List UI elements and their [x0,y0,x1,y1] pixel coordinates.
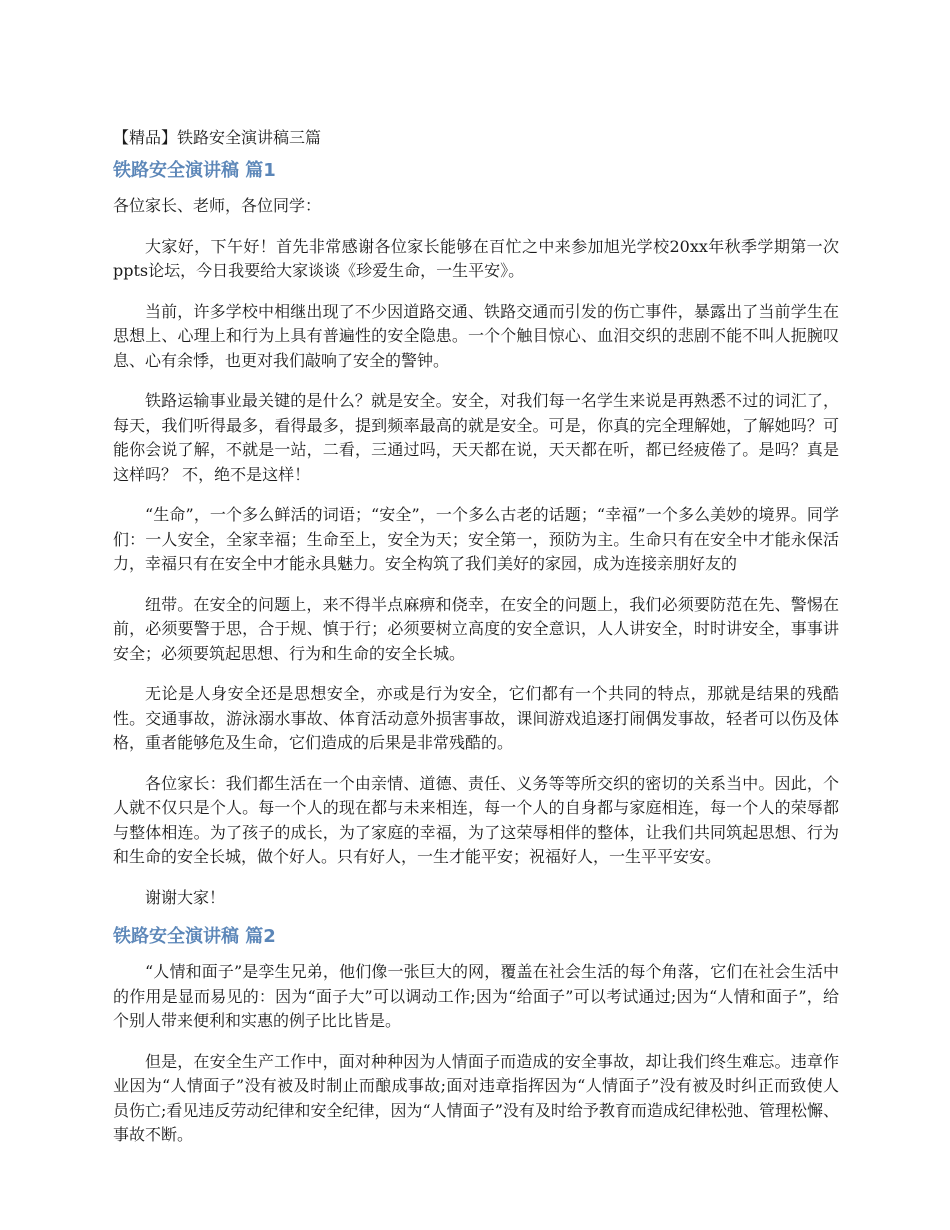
section-1 [113,158,839,910]
document-page [113,118,839,1164]
paragraph: 铁路运输事业最关键的是什么？就是安全。安全，对我们每一名学生来说是再熟悉不过的词汇了，每天，我们听得最多，看得最多，提到频率最高的就是安全。可是，你真的完全理解她，了解她吗？可能你会说了解，不就是一站，二看，三通过吗，天天都在说，天天都在听，都已经疲倦了。是吗？真是这样吗？ 不，绝不是这样！ [113,391,839,484]
closing-line: 谢谢大家！ [145,887,226,907]
paragraph: “生命”，一个多么鲜活的词语；“安全”，一个多么古老的话题；“幸福”一个多么美妙的境界。同学们：一人安全，全家幸福；生命至上，安全为天；安全第一，预防为主。生命只有在安全中才能永保活力，幸福只有在安全中才能永具魅力。安全构筑了我们美好的家园，成为连接亲朋好友的 [113,505,839,573]
section-heading: 铁路安全演讲稿 篇1 [113,160,276,181]
paragraph: 大家好，下午好！首先非常感谢各位家长能够在百忙之中来参加旭光学校20xx年秋季学期第一次ppts论坛，今日我要给大家谈谈《珍爱生命，一生平安》。 [113,236,839,280]
salutation: 各位家长、老师，各位同学： [113,196,322,215]
paragraph: “人情和面子”是孪生兄弟，他们像一张巨大的网，覆盖在社会生活的每个角落，它们在社会生活中的作用是显而易见的：因为“面子大”可以调动工作;因为“给面子”可以考试通过;因为“人情和面子”，给个别人带来便利和实惠的例子比比皆是。 [113,962,839,1030]
paragraph: 当前，许多学校中相继出现了不少因道路交通、铁路交通而引发的伤亡事件，暴露出了当前学生在思想上、心理上和行为上具有普遍性的安全隐患。一个个触目惊心、血泪交织的悲剧不能不叫人扼腕叹息、心有余悸，也更对我们敲响了安全的警钟。 [113,301,839,370]
section-heading: 铁路安全演讲稿 篇2 [113,926,276,947]
paragraph: 无论是人身安全还是思想安全，亦或是行为安全，它们都有一个共同的特点，那就是结果的残酷性。交通事故，游泳溺水事故、体育活动意外损害事故，课间游戏追逐打闹偶发事故，轻者可以伤及体格，重者能够危及生命，它们造成的后果是非常残酷的。 [113,684,839,752]
paragraph: 但是，在安全生产工作中，面对种种因为人情面子而造成的安全事故，却让我们终生难忘。违章作业因为“人情面子”没有被及时制止而酿成事故;面对违章指挥因为“人情面子”没有被及时纠正而致使人员伤亡;看见违反劳动纪律和安全纪律，因为“人情面子”没有及时给予教育而造成纪律松弛、管理松懈、事故不断。 [113,1051,839,1144]
document-title: 【精品】铁路安全演讲稿三篇 [113,128,322,147]
section-2 [113,924,839,1148]
paragraph: 各位家长：我们都生活在一个由亲情、道德、责任、义务等等所交织的密切的关系当中。因此，个人就不仅只是个人。每一个人的现在都与未来相连，每一个人的自身都与家庭相连，每一个人的荣辱都与整体相连。为了孩子的成长，为了家庭的幸福，为了这荣辱相伴的整体，让我们共同筑起思想、行为和生命的安全长城，做个好人。只有好人，一生才能平安；祝福好人，一生平平安安。 [113,773,839,866]
paragraph: 纽带。在安全的问题上，来不得半点麻痹和侥幸，在安全的问题上，我们必须要防范在先、警惕在前，必须要警于思，合于规、慎于行；必须要树立高度的安全意识，人人讲安全，时时讲安全，事事讲安全；必须要筑起思想、行为和生命的安全长城。 [113,594,839,663]
